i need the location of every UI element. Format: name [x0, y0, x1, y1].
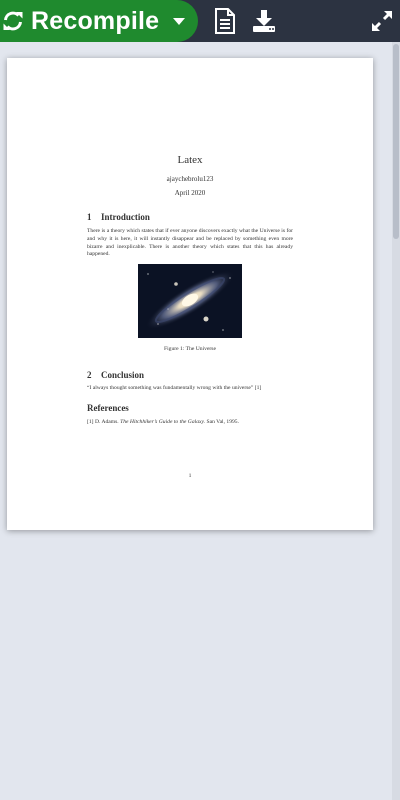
pdf-page [7, 58, 373, 530]
reference-authors: D. Adams. [94, 419, 119, 425]
expand-icon[interactable] [367, 6, 397, 36]
section-number: 1 [87, 212, 92, 222]
reference-publisher: San Val, 1995. [206, 419, 239, 425]
section-title: Introduction [101, 212, 150, 222]
section-number: 2 [87, 370, 92, 380]
introduction-paragraph: There is a theory which states that if ever anyone discovers exactly what the Universe is for and why it is here, it will instantly disappear and be replaced by something even more bizarre and inexplicable. There is another theory which states that this has already happened. [87, 228, 293, 258]
page-number: 1 [188, 473, 192, 479]
conclusion-quote: “I always thought something was fundamentally wrong with the universe” [1] [87, 385, 262, 391]
figure-caption: Figure 1: The Universe [164, 346, 216, 352]
section-heading-conclusion [87, 370, 144, 380]
pdf-scrollbar[interactable] [392, 42, 400, 800]
document-title: Latex [177, 154, 203, 166]
reference-title: The Hitchhiker’s Guide to the Galaxy. [120, 419, 206, 425]
references-heading: References [87, 403, 129, 413]
scrollbar-thumb[interactable] [393, 44, 399, 239]
document-icon[interactable] [210, 6, 240, 36]
reference-label: [1] [87, 419, 94, 425]
download-icon[interactable] [249, 6, 279, 36]
recompile-label: Recompile [31, 6, 160, 35]
section-title: Conclusion [101, 370, 145, 380]
galaxy-image [138, 264, 242, 338]
caret-down-icon[interactable] [171, 14, 187, 30]
recompile-button[interactable] [0, 0, 198, 42]
document-author: ajaychebrolu123 [166, 175, 214, 183]
section-heading-introduction [87, 212, 150, 222]
document-date: April 2020 [174, 189, 206, 197]
reference-entry [87, 419, 239, 425]
top-toolbar [0, 0, 400, 42]
refresh-icon [0, 8, 26, 34]
